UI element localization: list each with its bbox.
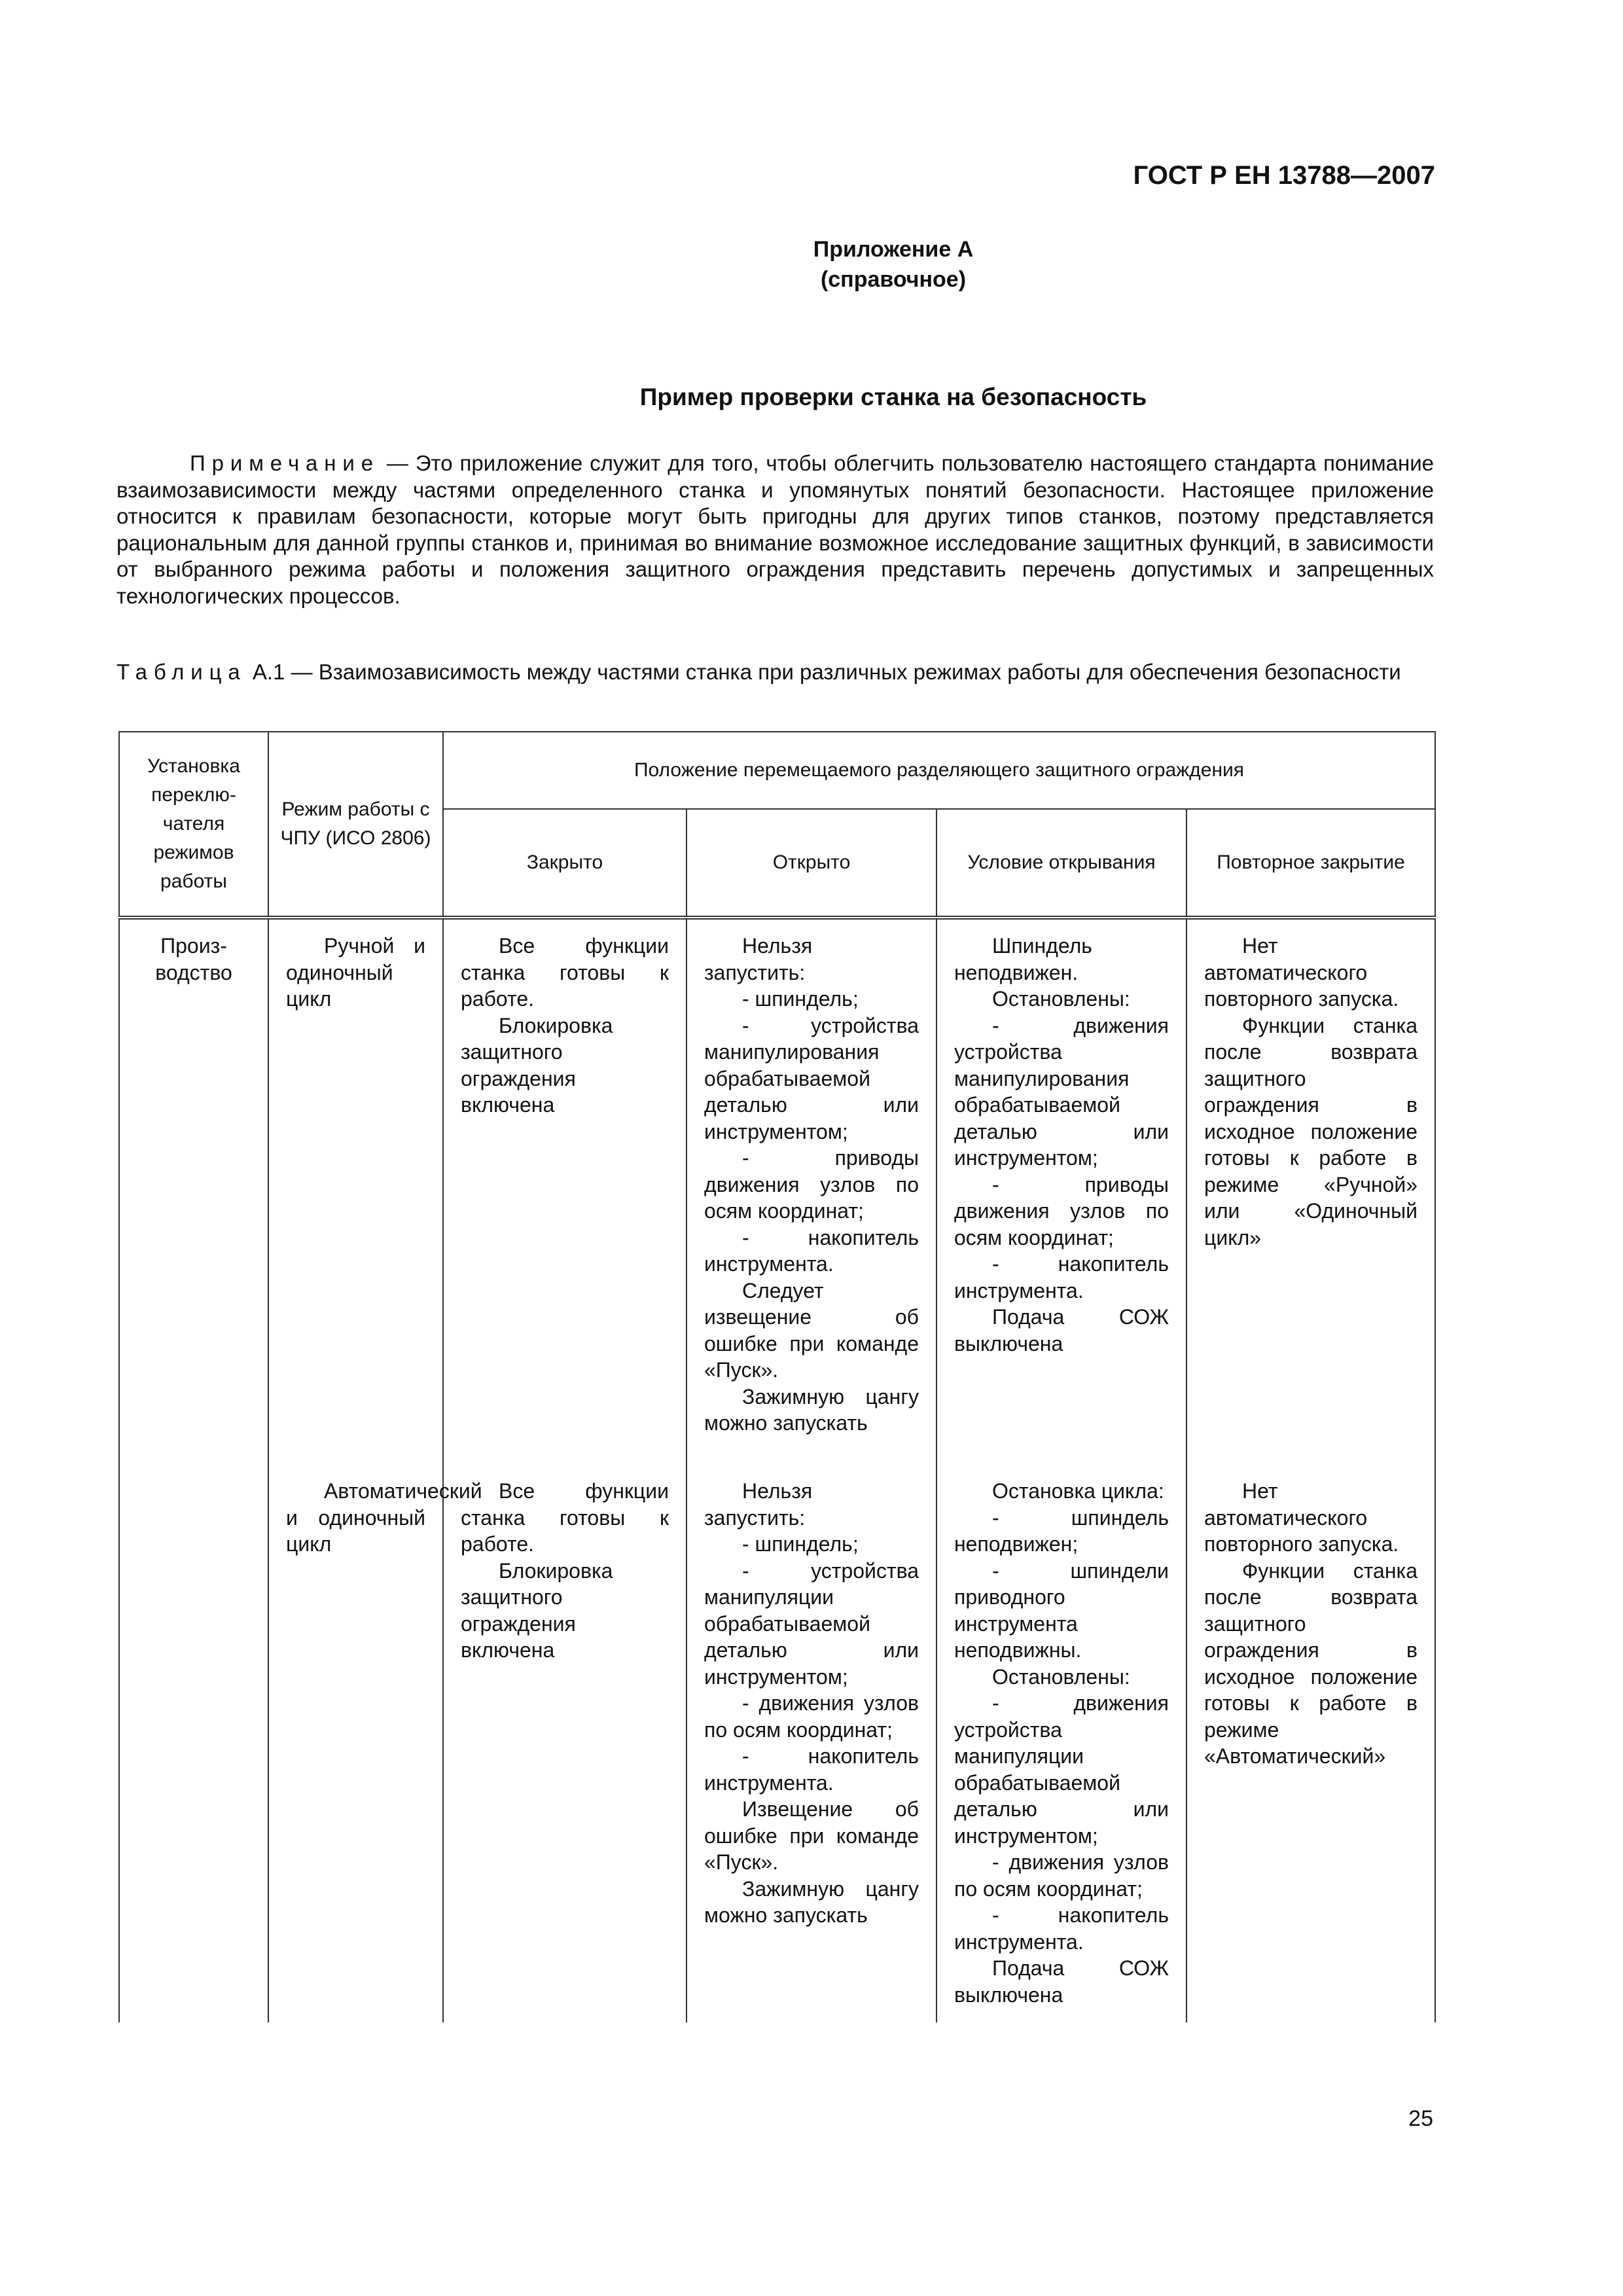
note-label: Примечание (190, 451, 380, 475)
annex-label: Приложение А (813, 237, 974, 262)
standard-id: ГОСТ Р ЕН 13788—2007 (1133, 161, 1435, 190)
reclose-cell: Нет автоматического повторного запуска. Функции станка после возврата защитного ограждения в исходное положение готовы к работе в режиме «Ручной» или «Одиночный цикл» (1186, 918, 1435, 1465)
safety-table (118, 731, 1436, 2022)
annex-title: Пример проверки станка на безопасность (639, 384, 1147, 410)
mode-cell: Автоматический и одиночный цикл (268, 1465, 443, 2022)
condition-cell: Остановка цикла: - шпиндель неподвижен; - шпиндели приводного инструмента неподвижны. Остановлены: - движения устройства манипуляции обрабатываемой деталью или инструментом; - движения узлов по осям координат; - накопитель инструмента. Подача СОЖ выключена (936, 1465, 1186, 2022)
table-caption (116, 659, 1434, 686)
closed-cell: Все функции станка готовы к работе. Блокировка защитного ограждения включена (443, 918, 687, 1465)
open-cell: Нельзя запустить: - шпиндель; - устройства манипулирования обрабатываемой деталью или инструментом; - приводы движения узлов по осям координат; - накопитель инструмента. Следует извещение об ошибке при команде «Пуск». Зажимную цангу можно запускать (687, 918, 936, 1465)
header-open: Открыто (687, 809, 936, 918)
table-caption-text: А.1 — Взаимозависимость между частями станка при различных режимах работы для обеспечения безопасности (246, 660, 1401, 684)
switch-value: Произ-водство (119, 918, 268, 2022)
page-number: 25 (1408, 2106, 1433, 2131)
annex-heading (0, 234, 1623, 295)
header-switch: Установка переклю-чателя режимов работы (119, 732, 268, 918)
condition-cell: Шпиндель неподвижен. Остановлены: - движения устройства манипулирования обрабатываемой деталью или инструментом; - приводы движения узлов по осям координат; - накопитель инструмента. Подача СОЖ выключена (936, 918, 1186, 1465)
table-row (119, 1465, 1435, 2022)
mode-cell: Ручной и одиночный цикл (268, 918, 443, 1465)
header-reclose: Повторное закрытие (1186, 809, 1435, 918)
closed-cell: Все функции станка готовы к работе. Блокировка защитного ограждения включена (443, 1465, 687, 2022)
annex-type: (справочное) (820, 267, 967, 292)
header-cnc-mode: Режим работы с ЧПУ (ИСО 2806) (268, 732, 443, 918)
header-guard-position: Положение перемещаемого разделяющего защитного ограждения (443, 732, 1435, 809)
note-paragraph (116, 450, 1434, 609)
reclose-cell: Нет автоматического повторного запуска. Функции станка после возврата защитного ограждения в исходное положение готовы к работе в режиме «Автоматический» (1186, 1465, 1435, 2022)
open-cell: Нельзя запустить: - шпиндель; - устройства манипуляции обрабатываемой деталью или инструментом; - движения узлов по осям координат; - накопитель инструмента. Извещение об ошибке при команде «Пуск». Зажимную цангу можно запускать (687, 1465, 936, 2022)
table-row (119, 918, 1435, 1465)
table-caption-label: Таблица (116, 660, 247, 684)
note-text: — Это приложение служит для того, чтобы облегчить пользователю настоящего стандарта понимание взаимозависимости между частями определенного станка и упомянутых понятий безопасности. Настоящее приложение относится к правилам безопасности, которые могут быть пригодны для других типов станков, поэтому представляется рациональным для данной группы станков и, принимая во внимание возможное исследование защитных функций, в зависимости от выбранного режима работы и положения защитного ограждения представить перечень допустимых и запрещенных технологических процессов. (116, 451, 1434, 608)
header-open-condition: Условие открывания (936, 809, 1186, 918)
header-closed: Закрыто (443, 809, 687, 918)
